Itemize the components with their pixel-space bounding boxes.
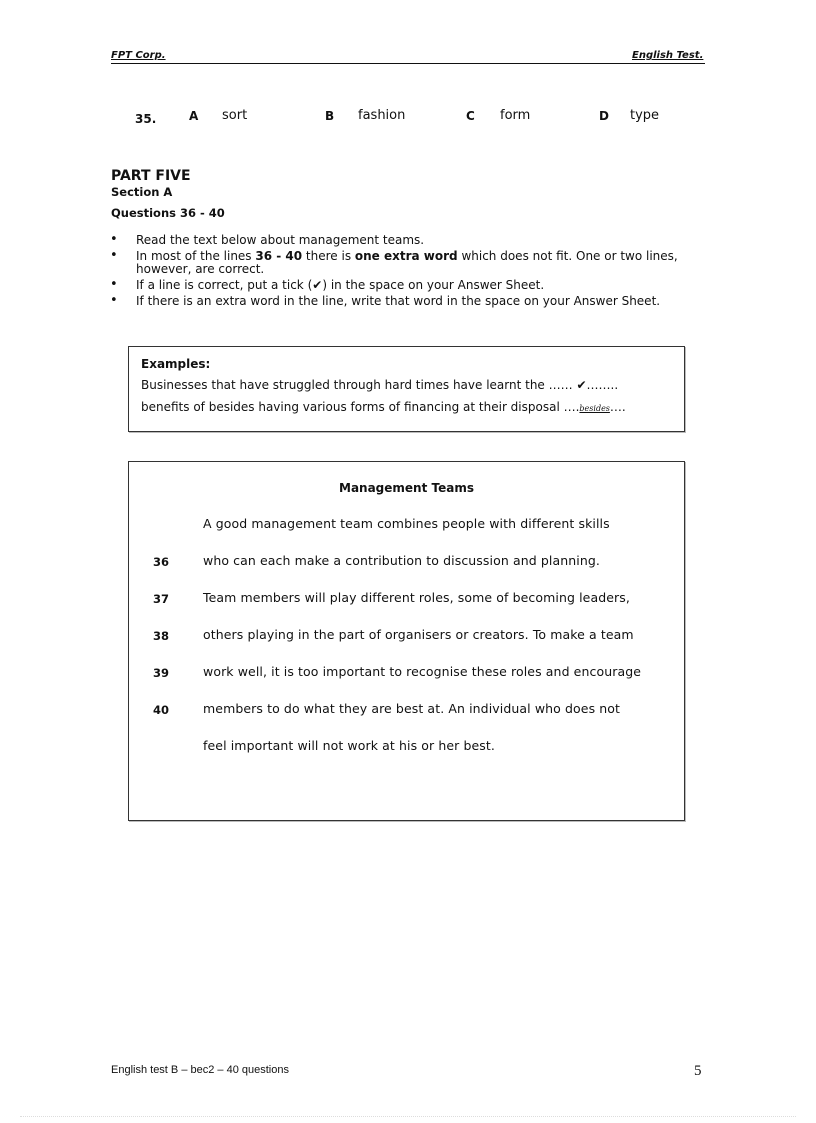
header-rule: [111, 63, 705, 64]
option-c-letter: C: [466, 109, 475, 123]
line-number: 40: [153, 703, 170, 717]
header-test-title: English Test.: [632, 50, 704, 61]
questions-range: Questions 36 - 40: [111, 206, 225, 220]
option-b-text: fashion: [358, 108, 406, 123]
instruction-item: • If there is an extra word in the line, write that word in the space on your Answer Sheet.: [110, 295, 710, 308]
passage-line: Team members will play different roles, some of becoming leaders,: [203, 590, 630, 605]
option-a-text: sort: [222, 108, 248, 123]
line-number: 37: [153, 592, 170, 606]
passage-line: A good management team combines people with different skills: [203, 516, 610, 531]
example-line-2: benefits of besides having various forms of financing at their disposal ….besides….: [141, 400, 626, 414]
line-number: 39: [153, 666, 170, 680]
option-c-text: form: [500, 108, 531, 123]
option-a-letter: A: [189, 109, 199, 123]
management-teams-box: [128, 461, 685, 821]
option-d-letter: D: [599, 109, 609, 123]
passage-line: members to do what they are best at. An individual who does not: [203, 701, 621, 716]
passage-line: work well, it is too important to recognise these roles and encourage: [203, 664, 642, 679]
page-edge-divider: [20, 1116, 796, 1117]
instruction-item: • Read the text below about management teams.: [110, 234, 710, 247]
tick-icon: ✔: [576, 378, 587, 392]
footer-text: English test B – bec2 – 40 questions: [111, 1064, 289, 1076]
instruction-list: [110, 234, 710, 311]
question-35-number: 35.: [135, 112, 157, 126]
section-label: Section A: [111, 185, 173, 199]
passage-line: others playing in the part of organisers or creators. To make a team: [203, 627, 634, 642]
line-number: 36: [153, 555, 170, 569]
examples-box: [128, 346, 685, 432]
examples-title: Examples:: [141, 357, 211, 371]
instruction-item: • If a line is correct, put a tick (✔) in the space on your Answer Sheet.: [110, 279, 710, 292]
option-b-letter: B: [325, 109, 335, 123]
handwritten-answer: besides: [579, 404, 610, 413]
instruction-item: • In most of the lines 36 - 40 there is one extra word which does not fit. One or two lines, however, are correct.: [110, 250, 710, 276]
passage-title: Management Teams: [339, 481, 474, 495]
option-d-text: type: [630, 108, 660, 123]
passage-line: feel important will not work at his or her best.: [203, 738, 495, 753]
example-line-1: Businesses that have struggled through hard times have learnt the …… ✔……..: [141, 378, 619, 392]
tick-icon: ✔: [312, 278, 323, 292]
passage-line: who can each make a contribution to discussion and planning.: [203, 553, 600, 568]
header-company: FPT Corp.: [111, 50, 166, 61]
part-title: PART FIVE: [111, 168, 191, 184]
line-number: 38: [153, 629, 170, 643]
page-number: 5: [694, 1063, 702, 1079]
